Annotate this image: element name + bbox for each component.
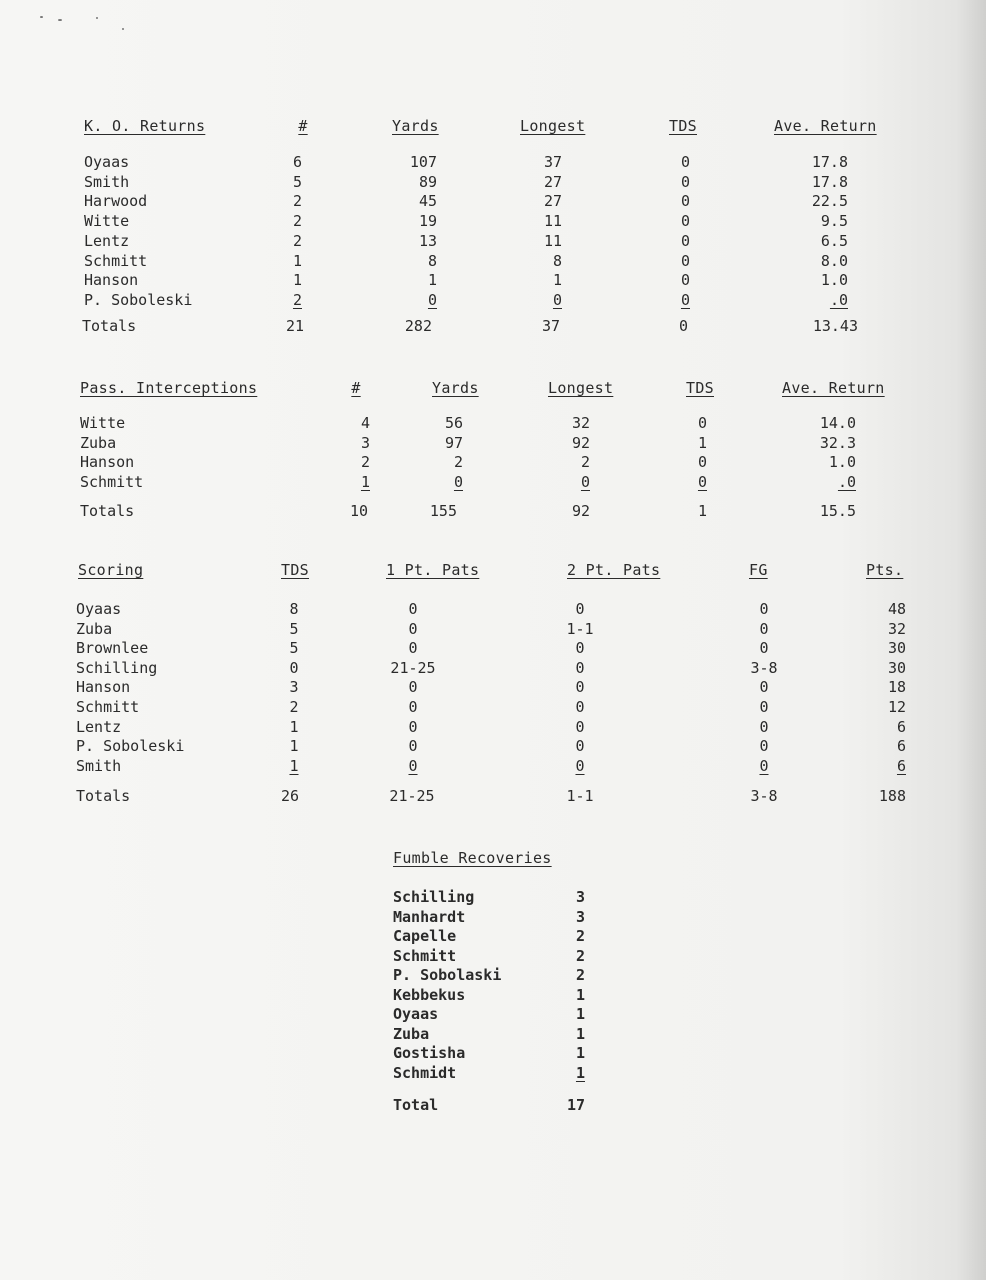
table-row (0, 965, 986, 985)
table-row (0, 472, 986, 492)
table-row (0, 946, 986, 966)
table-row (0, 1063, 986, 1083)
cell-player-name: Manhardt (393, 907, 466, 926)
cell-count: 2 (292, 290, 302, 309)
cell-player-name: P. Sobolaski (393, 966, 502, 984)
cell-one-pt-pats: 0 (408, 756, 418, 775)
cell-average: 9.5 (820, 212, 848, 231)
table-row (0, 907, 986, 927)
cell-longest: 2 (580, 453, 590, 472)
total-one-pt-pats: 21-25 (389, 787, 435, 805)
cell-one-pt-pats: 0 (408, 600, 418, 618)
cell-one-pt-pats: 0 (408, 639, 418, 658)
total-tds: 1 (697, 502, 707, 520)
cell-recoveries: 2 (575, 966, 585, 984)
totals-row (0, 316, 986, 336)
cell-tds: 0 (680, 212, 690, 231)
cell-longest: 11 (543, 231, 562, 250)
cell-longest: 0 (552, 290, 562, 309)
column-header-yards: Yards (392, 117, 439, 135)
cell-one-pt-pats: 21-25 (390, 658, 436, 677)
column-header-points: Pts. (866, 561, 904, 579)
totals-row (0, 1095, 986, 1115)
cell-yards: 97 (444, 433, 463, 452)
cell-count: 2 (292, 192, 302, 211)
total-average: 13.43 (812, 317, 858, 335)
column-header-count: # (298, 117, 308, 135)
total-player-name: Totals (76, 787, 131, 805)
total-player-name: Totals (82, 317, 137, 335)
cell-tds: 1 (289, 717, 299, 736)
column-header-player-name: K. O. Returns (84, 117, 206, 135)
totals-row (0, 501, 986, 521)
table-row (0, 887, 986, 907)
cell-player-name: Schmitt (80, 473, 144, 492)
column-header-player-name: Scoring (78, 561, 144, 579)
cell-yards: 45 (418, 192, 437, 211)
cell-yards: 0 (427, 290, 437, 309)
cell-count: 2 (292, 231, 302, 250)
cell-average: 1.0 (828, 453, 856, 472)
cell-player-name: Schilling (393, 888, 475, 906)
table-row (0, 1024, 986, 1044)
cell-longest: 27 (543, 172, 562, 191)
cell-tds: 1 (289, 737, 299, 756)
cell-points: 18 (887, 678, 906, 697)
cell-longest: 37 (543, 153, 562, 171)
cell-longest: 8 (552, 251, 562, 270)
cell-yards: 8 (427, 251, 437, 270)
cell-tds: 0 (680, 153, 690, 171)
cell-tds: 0 (697, 414, 707, 432)
cell-count: 1 (360, 473, 370, 492)
cell-tds: 0 (680, 271, 690, 290)
cell-tds: 1 (697, 433, 707, 452)
cell-tds: 0 (697, 453, 707, 472)
cell-field-goals: 0 (759, 600, 769, 618)
cell-player-name: Lentz (84, 231, 130, 250)
cell-count: 3 (360, 433, 370, 452)
column-header-average: Ave. Return (782, 379, 885, 397)
cell-player-name: Harwood (84, 192, 148, 211)
cell-field-goals: 0 (759, 639, 769, 658)
cell-player-name: Zuba (393, 1024, 430, 1043)
cell-recoveries: 2 (575, 927, 585, 945)
cell-average: 32.3 (819, 433, 856, 452)
total-longest: 92 (571, 502, 590, 520)
cell-points: 6 (896, 737, 906, 756)
fumble-recoveries-title: Fumble Recoveries (393, 849, 552, 867)
cell-player-name: Schmitt (393, 946, 457, 965)
cell-two-pt-pats: 0 (575, 678, 585, 697)
table-row (0, 1004, 986, 1024)
table-row (0, 413, 986, 433)
table-row (0, 638, 986, 658)
table-row (0, 717, 986, 737)
table-row (0, 926, 986, 946)
cell-one-pt-pats: 0 (408, 619, 418, 638)
cell-average: 17.8 (811, 153, 848, 171)
cell-player-name: Hanson (76, 678, 131, 697)
table-row (0, 677, 986, 697)
cell-points: 32 (887, 619, 906, 638)
cell-longest: 11 (543, 212, 562, 231)
cell-recoveries: 3 (575, 907, 585, 926)
cell-player-name: Hanson (80, 453, 135, 472)
total-player-name: Totals (80, 502, 135, 520)
column-header-tds: TDS (686, 379, 714, 397)
cell-two-pt-pats: 0 (575, 698, 585, 716)
cell-yards: 89 (418, 172, 437, 191)
cell-longest: 27 (543, 192, 562, 211)
paper-speck (58, 19, 62, 21)
table-row (0, 290, 986, 310)
table-row (0, 191, 986, 211)
cell-two-pt-pats: 0 (575, 717, 585, 736)
column-header-field-goals: FG (749, 561, 768, 579)
cell-tds: 0 (680, 251, 690, 270)
cell-recoveries: 3 (575, 888, 585, 906)
cell-average: .0 (837, 473, 856, 492)
cell-yards: 13 (418, 231, 437, 250)
cell-player-name: Gostisha (393, 1044, 466, 1062)
cell-yards: 1 (427, 271, 437, 290)
total-average: 15.5 (819, 502, 856, 520)
cell-count: 1 (292, 271, 302, 290)
cell-player-name: Oyaas (76, 600, 122, 618)
cell-field-goals: 0 (759, 619, 769, 638)
cell-two-pt-pats: 0 (575, 756, 585, 775)
cell-player-name: Witte (84, 212, 130, 231)
cell-two-pt-pats: 0 (575, 600, 585, 618)
cell-longest: 92 (571, 433, 590, 452)
total-points: 188 (878, 787, 906, 805)
cell-tds: 0 (680, 172, 690, 191)
total-field-goals: 3-8 (750, 787, 778, 805)
table-header-row (0, 116, 986, 136)
total-yards: 282 (404, 317, 432, 335)
column-header-average: Ave. Return (774, 117, 877, 135)
cell-tds: 0 (289, 658, 299, 677)
table-row (0, 270, 986, 290)
cell-longest: 1 (552, 271, 562, 290)
cell-count: 2 (360, 453, 370, 472)
total-two-pt-pats: 1-1 (566, 787, 594, 805)
cell-player-name: Witte (80, 414, 126, 432)
table-row (0, 452, 986, 472)
cell-player-name: Smith (84, 172, 130, 191)
cell-player-name: Schmidt (393, 1063, 457, 1082)
column-header-longest: Longest (520, 117, 586, 135)
cell-recoveries: 1 (575, 1044, 585, 1062)
cell-one-pt-pats: 0 (408, 717, 418, 736)
paper-speck (40, 16, 43, 18)
cell-average: 8.0 (820, 251, 848, 270)
cell-tds: 0 (680, 231, 690, 250)
cell-field-goals: 0 (759, 756, 769, 775)
cell-two-pt-pats: 0 (575, 658, 585, 677)
table-row (0, 172, 986, 192)
cell-one-pt-pats: 0 (408, 737, 418, 756)
cell-player-name: P. Soboleski (84, 290, 193, 309)
cell-field-goals: 0 (759, 737, 769, 756)
column-header-two-pt-pats: 2 Pt. Pats (567, 561, 661, 579)
table-row (0, 619, 986, 639)
cell-yards: 56 (444, 414, 463, 432)
cell-average: 22.5 (811, 192, 848, 211)
cell-player-name: Schilling (76, 658, 158, 677)
table-row (0, 697, 986, 717)
column-header-one-pt-pats: 1 Pt. Pats (386, 561, 480, 579)
cell-points: 6 (896, 756, 906, 775)
cell-tds: 5 (289, 619, 299, 638)
cell-tds: 0 (697, 473, 707, 492)
cell-tds: 5 (289, 639, 299, 658)
cell-field-goals: 0 (759, 698, 769, 716)
table-row (0, 736, 986, 756)
cell-player-name: Schmitt (76, 698, 140, 716)
total-yards: 155 (429, 502, 457, 520)
table-row (0, 756, 986, 776)
cell-recoveries: 1 (575, 985, 585, 1004)
total-count: 10 (349, 502, 368, 520)
table-header-row (0, 848, 986, 868)
cell-tds: 2 (289, 698, 299, 716)
cell-one-pt-pats: 0 (408, 678, 418, 697)
cell-tds: 0 (680, 290, 690, 309)
cell-average: 14.0 (819, 414, 856, 432)
cell-player-name: Lentz (76, 717, 122, 736)
cell-player-name: Oyaas (393, 1005, 439, 1023)
cell-two-pt-pats: 0 (575, 639, 585, 658)
cell-count: 4 (360, 414, 370, 432)
cell-longest: 32 (571, 414, 590, 432)
cell-recoveries: 2 (575, 946, 585, 965)
table-row (0, 599, 986, 619)
cell-count: 1 (292, 251, 302, 270)
cell-tds: 3 (289, 678, 299, 697)
cell-player-name: Kebbekus (393, 985, 466, 1004)
total-count: 21 (285, 317, 304, 335)
table-row (0, 231, 986, 251)
cell-two-pt-pats: 0 (575, 737, 585, 756)
cell-player-name: Smith (76, 756, 122, 775)
cell-points: 6 (896, 717, 906, 736)
cell-recoveries: 1 (575, 1063, 585, 1082)
cell-player-name: Brownlee (76, 639, 149, 658)
cell-player-name: Oyaas (84, 153, 130, 171)
cell-count: 6 (292, 153, 302, 171)
cell-one-pt-pats: 0 (408, 698, 418, 716)
cell-recoveries: 1 (575, 1005, 585, 1023)
table-row (0, 152, 986, 172)
cell-points: 30 (887, 639, 906, 658)
cell-field-goals: 0 (759, 678, 769, 697)
cell-count: 2 (292, 212, 302, 231)
cell-player-name: Schmitt (84, 251, 148, 270)
table-row (0, 433, 986, 453)
table-header-row (0, 378, 986, 398)
table-row (0, 658, 986, 678)
cell-count: 5 (292, 172, 302, 191)
cell-tds: 0 (680, 192, 690, 211)
cell-player-name: Zuba (80, 433, 117, 452)
cell-average: .0 (829, 290, 848, 309)
cell-player-name: P. Soboleski (76, 737, 185, 756)
total-tds: 26 (280, 787, 300, 805)
cell-average: 6.5 (820, 231, 848, 250)
cell-average: 17.8 (811, 172, 848, 191)
total-label: Total (393, 1096, 439, 1114)
cell-yards: 2 (453, 453, 463, 472)
total-recoveries: 17 (566, 1096, 585, 1114)
cell-points: 48 (887, 600, 906, 618)
paper-speck (122, 28, 124, 30)
column-header-yards: Yards (432, 379, 479, 397)
cell-two-pt-pats: 1-1 (566, 619, 594, 638)
cell-player-name: Zuba (76, 619, 113, 638)
column-header-player-name: Pass. Interceptions (80, 379, 258, 397)
cell-player-name: Capelle (393, 927, 457, 945)
cell-points: 12 (887, 698, 906, 716)
table-row (0, 985, 986, 1005)
totals-row (0, 786, 986, 806)
column-header-longest: Longest (548, 379, 614, 397)
cell-average: 1.0 (820, 271, 848, 290)
cell-field-goals: 3-8 (750, 658, 778, 677)
column-header-tds: TDS (669, 117, 697, 135)
cell-tds: 8 (289, 600, 299, 618)
cell-longest: 0 (580, 473, 590, 492)
table-row (0, 251, 986, 271)
table-header-row (0, 560, 986, 580)
cell-points: 30 (887, 658, 906, 677)
cell-yards: 107 (409, 153, 437, 171)
table-row (0, 211, 986, 231)
cell-yards: 0 (453, 473, 463, 492)
total-tds: 0 (678, 317, 688, 335)
column-header-tds: TDS (281, 561, 309, 579)
total-longest: 37 (541, 317, 560, 335)
column-header-count: # (351, 379, 361, 397)
paper-speck (96, 17, 98, 19)
cell-field-goals: 0 (759, 717, 769, 736)
cell-tds: 1 (289, 756, 299, 775)
cell-yards: 19 (418, 212, 437, 231)
cell-player-name: Hanson (84, 271, 139, 290)
cell-recoveries: 1 (575, 1024, 585, 1043)
table-row (0, 1043, 986, 1063)
